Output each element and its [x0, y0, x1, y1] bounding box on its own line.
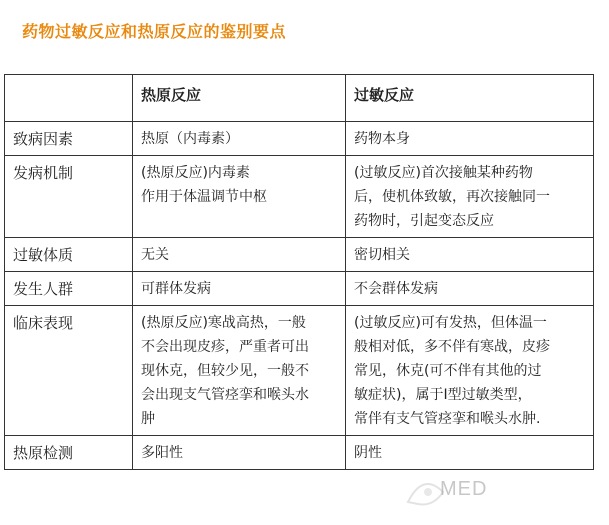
pyrogen-cell-line: 肿 — [141, 411, 155, 427]
allergy-cell-line: 药物本身 — [354, 131, 410, 147]
allergy-cell — [346, 122, 594, 156]
row-label: 过敏体质 — [5, 238, 133, 272]
pyrogen-cell-line: 可群体发病 — [141, 281, 211, 297]
allergy-cell-line: 药物时，引起变态反应 — [354, 213, 494, 229]
pyrogen-cell-line: 无关 — [141, 247, 169, 263]
allergy-cell-line: 不会群体发病 — [354, 281, 438, 297]
page-title: 药物过敏反应和热原反应的鉴别要点 — [22, 22, 287, 41]
watermark-text: MED — [440, 478, 488, 500]
pyrogen-cell — [133, 272, 346, 306]
row-label: 发生人群 — [5, 272, 133, 306]
table-row — [5, 306, 594, 436]
table-row — [5, 238, 594, 272]
table-row — [5, 436, 594, 470]
allergy-cell-line: 般相对低，多不伴有寒战，皮疹 — [354, 339, 550, 355]
allergy-cell-line: (过敏反应)可有发热，但体温一 — [354, 315, 547, 331]
pyrogen-cell — [133, 122, 346, 156]
table-body — [5, 122, 594, 470]
allergy-cell-line: (过敏反应)首次接触某种药物 — [354, 165, 533, 181]
pyrogen-cell-line: (热原反应)寒战高热，一般 — [141, 315, 306, 331]
table-row — [5, 156, 594, 238]
pyrogen-cell — [133, 238, 346, 272]
row-label: 热原检测 — [5, 436, 133, 470]
allergy-cell — [346, 436, 594, 470]
row-label: 发病机制 — [5, 156, 133, 238]
pyrogen-cell — [133, 306, 346, 436]
allergy-cell-line: 阴性 — [354, 445, 382, 461]
header-allergy: 过敏反应 — [346, 75, 594, 122]
allergy-cell-line: 常伴有支气管痉挛和喉头水肿. — [354, 411, 541, 427]
allergy-cell-line: 敏症状)，属于Ⅰ型过敏类型， — [354, 387, 532, 403]
pyrogen-cell — [133, 436, 346, 470]
allergy-cell-line: 密切相关 — [354, 247, 410, 263]
pyrogen-cell — [133, 156, 346, 238]
header-pyrogen: 热原反应 — [133, 75, 346, 122]
pyrogen-cell-line: (热原反应)内毒素 — [141, 165, 250, 181]
watermark-logo-icon — [388, 462, 608, 522]
pyrogen-cell-line: 多阳性 — [141, 445, 183, 461]
pyrogen-cell-line: 不会出现皮疹，严重者可出 — [141, 339, 309, 355]
allergy-cell — [346, 238, 594, 272]
allergy-cell — [346, 156, 594, 238]
pyrogen-cell-line: 热原（内毒素） — [141, 131, 239, 147]
header-empty-cell — [5, 75, 133, 122]
pyrogen-cell-line: 现休克，但较少见，一般不 — [141, 363, 309, 379]
pyrogen-cell-line: 会出现支气管痉挛和喉头水 — [141, 387, 309, 403]
table-row — [5, 122, 594, 156]
allergy-cell — [346, 272, 594, 306]
allergy-cell-line: 常见，休克(可不伴有其他的过 — [354, 363, 542, 379]
table-header-row — [5, 75, 594, 122]
allergy-cell — [346, 306, 594, 436]
comparison-table — [4, 74, 594, 470]
row-label: 致病因素 — [5, 122, 133, 156]
pyrogen-cell-line: 作用于体温调节中枢 — [141, 189, 267, 205]
allergy-cell-line: 后，使机体致敏，再次接触同一 — [354, 189, 550, 205]
table-row — [5, 272, 594, 306]
row-label: 临床表现 — [5, 306, 133, 436]
